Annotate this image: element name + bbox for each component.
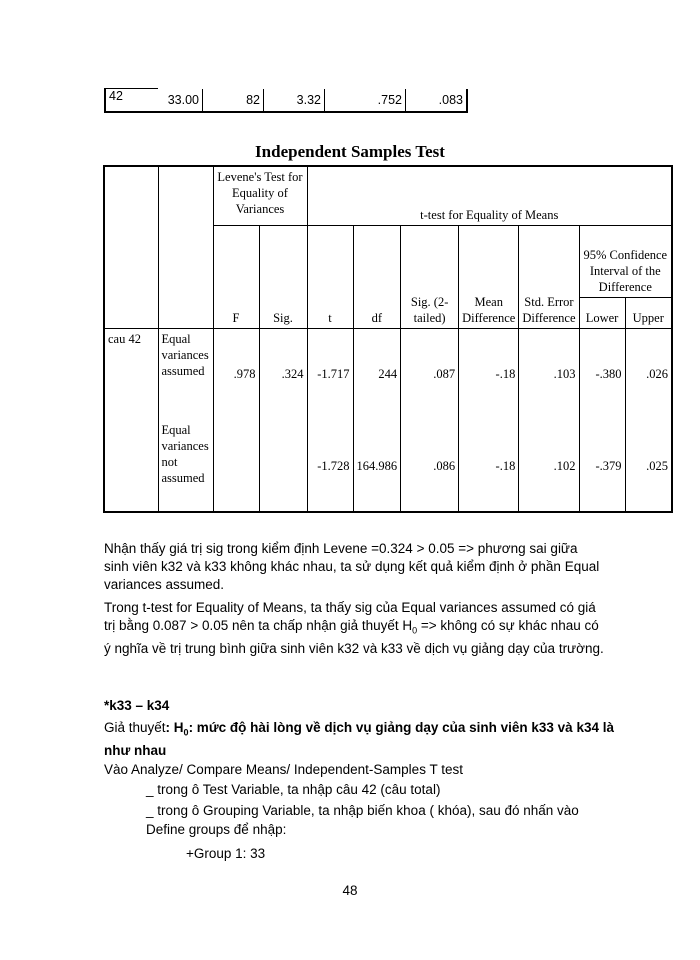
hypothesis-prefix: Giả thuyết [104, 720, 166, 735]
instruction-step: _ trong ô Grouping Variable, ta nhập biến khoa ( khóa), sau đó nhấn vào [146, 803, 579, 818]
levene-group-header: Levene's Test for Equality of Variances [213, 166, 307, 225]
row-label: Equal variances assumed [158, 328, 213, 420]
paragraph-levene-conclusion: Nhận thấy giá trị sig trong kiểm định Levene =0.324 > 0.05 => phương sai giữa sinh viên k32 và k33 không khác nhau, ta sử dụng kết quả kiểm định ở phần Equal variances assumed. [104, 541, 600, 592]
hypothesis: Giả thuyết: $H_0$: mức độ hài lòng về dịch vụ giảng dạy của sinh viên k33 và k34 là như nhau [104, 720, 614, 758]
table-row [105, 89, 467, 113]
table-cell: -.380 [579, 328, 625, 420]
table-cell [259, 420, 307, 512]
table-cell: .102 [519, 420, 579, 512]
subscript: 0 [183, 727, 189, 738]
group-entry: +Group 1: 33 [186, 846, 266, 861]
variable-label: cau 42 [104, 328, 158, 512]
column-header-mean-difference: Mean Difference [459, 225, 519, 328]
table-cell [213, 420, 259, 512]
table-cell: .025 [625, 420, 672, 512]
table-cell: -.18 [459, 420, 519, 512]
table-cell: .086 [401, 420, 459, 512]
table-cell: .087 [401, 328, 459, 420]
section-heading: *k33 – k34 [104, 698, 170, 713]
header-blank-cell [104, 166, 158, 328]
column-header-df: df [353, 225, 401, 328]
hypothesis-h: H [173, 720, 184, 735]
independent-samples-test-table [103, 165, 673, 513]
table-cell: .083 [406, 89, 468, 113]
table-cell: .752 [325, 89, 406, 113]
table-cell: 164.986 [353, 420, 401, 512]
ci-group-header: 95% Confidence Interval of the Difference [579, 225, 672, 297]
column-header-t: t [307, 225, 353, 328]
group-statistics-table-fragment [104, 88, 468, 113]
table-cell: .978 [213, 328, 259, 420]
table-cell: 42 [105, 89, 158, 113]
table-cell: -.18 [459, 328, 519, 420]
table-cell: .026 [625, 328, 672, 420]
column-header-std-error-difference: Std. Error Difference [519, 225, 579, 328]
table-title: Independent Samples Test [255, 142, 445, 161]
table-cell: 33.00 [158, 89, 203, 113]
table-cell: 82 [203, 89, 264, 113]
table-cell: 3.32 [264, 89, 325, 113]
table-row [104, 328, 672, 420]
paragraph-text: Trong t-test for Equality of Means, ta thấy sig của Equal variances assumed có giá trị bằng 0.087 > 0.05 nên ta chấp nhận giả thuyết H [104, 600, 596, 633]
table-row [104, 420, 672, 512]
column-header-lower: Lower [579, 297, 625, 328]
table-cell: -.379 [579, 420, 625, 512]
instruction-step: Vào Analyze/ Compare Means/ Independent-Samples T test [104, 762, 463, 777]
column-header-f: F [213, 225, 259, 328]
paragraph-text: => không có sự khác nhau có ý nghĩa về trị trung bình giữa sinh viên k32 và k33 về dịch vụ giảng dạy của trường. [104, 618, 604, 656]
page-number: 48 [342, 883, 358, 898]
table-cell: .103 [519, 328, 579, 420]
column-header-sig-2-tailed: Sig. (2-tailed) [401, 225, 459, 328]
table-header-row [104, 166, 672, 225]
table-cell: .324 [259, 328, 307, 420]
row-label: Equal variances not assumed [158, 420, 213, 512]
paragraph-ttest-conclusion [104, 599, 604, 658]
subscript: 0 [412, 625, 418, 636]
instruction-step: _ trong ô Test Variable, ta nhập câu 42 (câu total) [146, 782, 441, 797]
table-cell: -1.728 [307, 420, 353, 512]
column-header-sig: Sig. [259, 225, 307, 328]
instruction-step: Define groups để nhập: [146, 822, 287, 837]
hypothesis-text: : mức độ hài lòng về dịch vụ giảng dạy của sinh viên k33 và k34 là như nhau [104, 720, 614, 758]
column-header-upper: Upper [625, 297, 672, 328]
ttest-group-header: t-test for Equality of Means [307, 166, 672, 225]
header-blank-cell [158, 166, 213, 328]
table-cell: -1.717 [307, 328, 353, 420]
table-cell: 244 [353, 328, 401, 420]
